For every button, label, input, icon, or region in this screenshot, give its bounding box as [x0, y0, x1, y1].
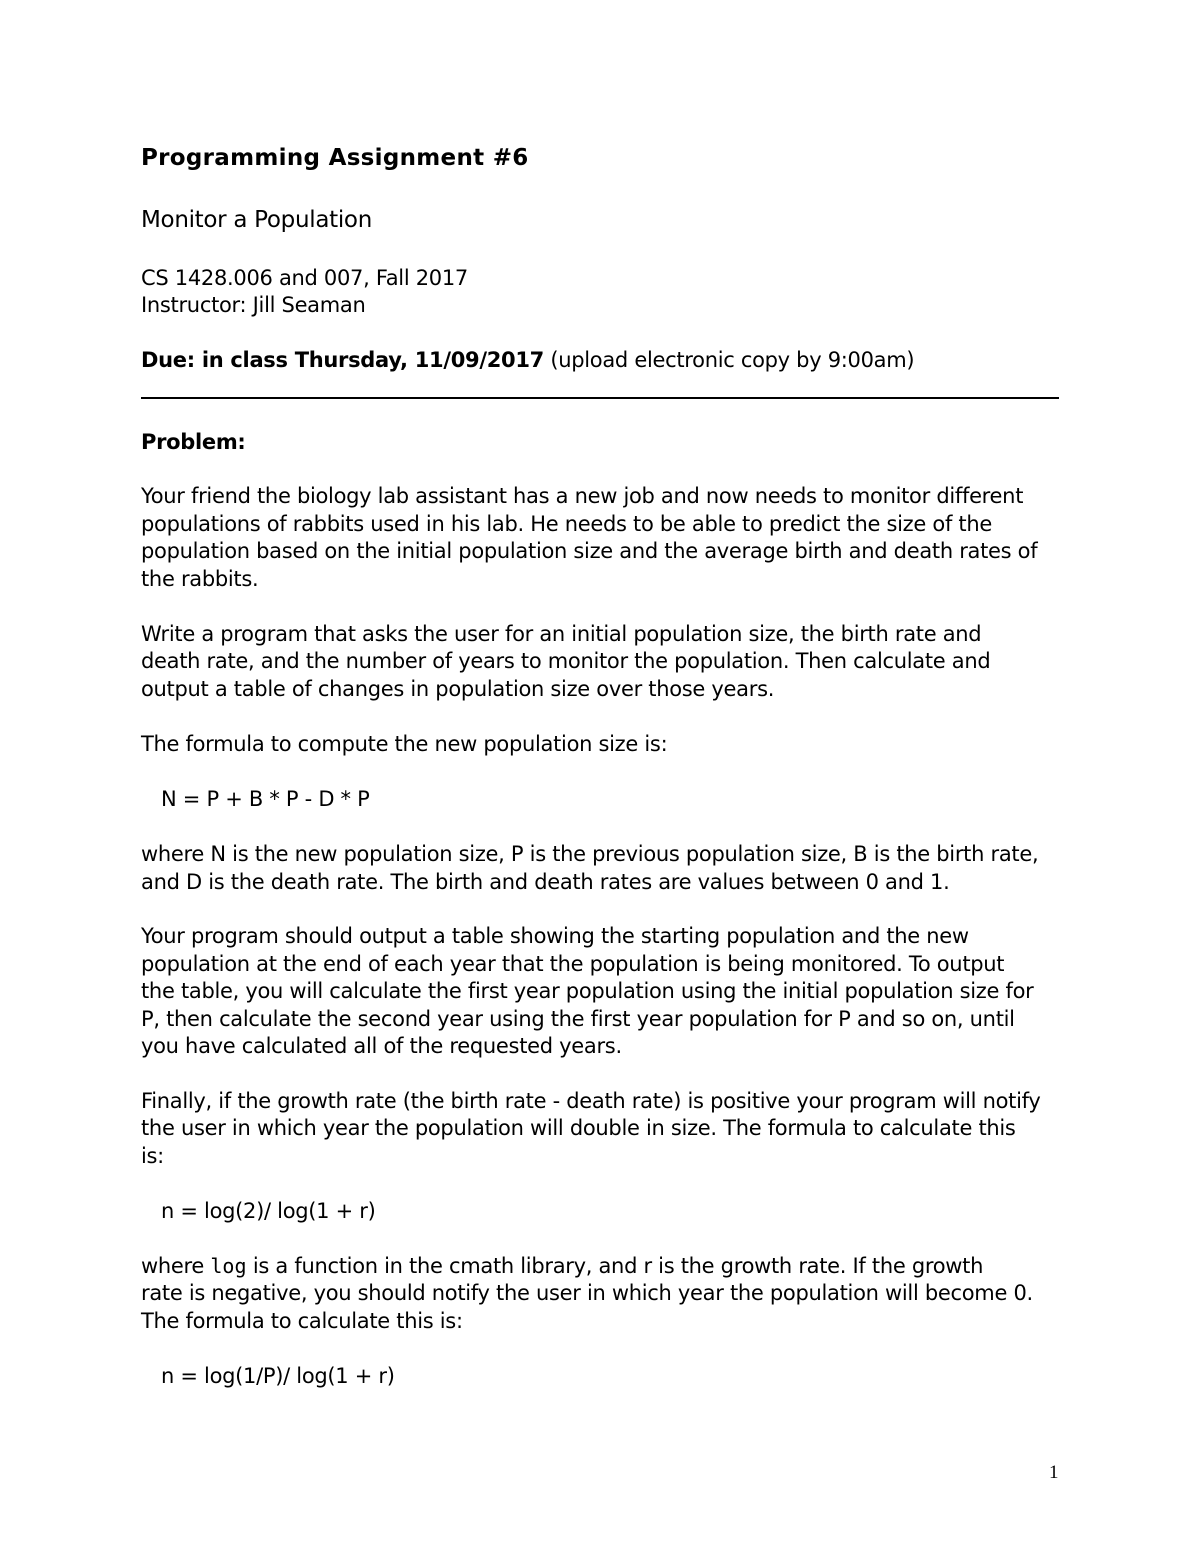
paragraph-line: the table, you will calculate the first year population using the initial population size for: [141, 979, 1034, 1003]
paragraph-line: Write a program that asks the user for an initial population size, the birth rate and: [141, 622, 982, 646]
paragraph-line: The formula to calculate this is:: [141, 1309, 463, 1333]
course-info: CS 1428.006 and 007, Fall 2017: [141, 266, 468, 290]
page-number: 1: [1049, 1462, 1059, 1483]
text-fragment: where: [141, 1254, 211, 1278]
paragraph-line: Finally, if the growth rate (the birth rate - death rate) is positive your program will notify: [141, 1089, 1041, 1113]
population-formula: N = P + B * P - D * P: [161, 787, 370, 811]
doubling-formula: n = log(2)/ log(1 + r): [161, 1199, 376, 1223]
due-date-note: (upload electronic copy by 9:00am): [543, 348, 915, 372]
paragraph-line: you have calculated all of the requested years.: [141, 1034, 622, 1058]
paragraph-line: Your program should output a table showing the starting population and the new: [141, 924, 969, 948]
paragraph-line: population based on the initial population size and the average birth and death rates of: [141, 539, 1038, 563]
paragraph-line: P, then calculate the second year using the first year population for P and so on, until: [141, 1007, 1015, 1031]
paragraph-line: [141, 1253, 983, 1280]
paragraph-line: rate is negative, you should notify the user in which year the population will become 0.: [141, 1281, 1033, 1305]
paragraph-line: populations of rabbits used in his lab. He needs to be able to predict the size of the: [141, 512, 992, 536]
text-fragment: is a function in the cmath library, and r is the growth rate. If the growth: [246, 1254, 984, 1278]
problem-heading: Problem:: [141, 430, 246, 454]
paragraph-line: the rabbits.: [141, 567, 259, 591]
paragraph-line: output a table of changes in population size over those years.: [141, 677, 775, 701]
instructor-info: Instructor: Jill Seaman: [141, 293, 366, 317]
paragraph-line: where N is the new population size, P is the previous population size, B is the birth rate,: [141, 842, 1039, 866]
assignment-subtitle: Monitor a Population: [141, 207, 372, 233]
paragraph-line: death rate, and the number of years to monitor the population. Then calculate and: [141, 649, 991, 673]
paragraph-line: is:: [141, 1144, 164, 1168]
paragraph-line: Your friend the biology lab assistant has a new job and now needs to monitor different: [141, 484, 1024, 508]
paragraph-line: The formula to compute the new population size is:: [141, 732, 668, 756]
extinction-formula: n = log(1/P)/ log(1 + r): [161, 1364, 395, 1388]
due-date: [141, 347, 914, 374]
code-log: log: [210, 1254, 247, 1278]
header-divider: [141, 397, 1059, 399]
paragraph-line: population at the end of each year that the population is being monitored. To output: [141, 952, 1005, 976]
due-date-label: Due: in class Thursday, 11/09/2017: [141, 348, 544, 372]
paragraph-line: and D is the death rate. The birth and death rates are values between 0 and 1.: [141, 870, 950, 894]
assignment-title: Programming Assignment #6: [141, 145, 529, 171]
paragraph-line: the user in which year the population will double in size. The formula to calculate this: [141, 1116, 1016, 1140]
